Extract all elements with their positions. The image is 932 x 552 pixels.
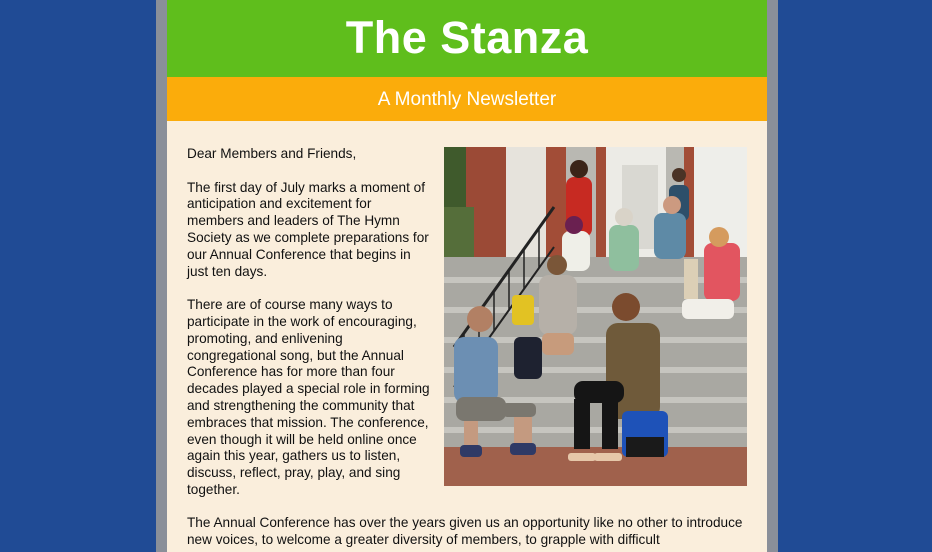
paragraph-3: The Annual Conference has over the years given us an opportunity like no other to introduce new voices, to welcome a greater diversity of members, to grapple with difficult bbox=[187, 515, 743, 547]
paragraph-2: There are of course many ways to participate in the work of encouraging, promoting, and enlivening congregational song, but the Annual Conference has for more than four decades played a special role in forming and strengthening the community that embraces that mission. The conference, even though it will be held online once again this year, gathers us to listen, discuss, reflect, pray, play, and sing together. bbox=[187, 297, 430, 497]
newsletter bbox=[167, 0, 767, 552]
letter-text-full-width bbox=[187, 515, 747, 549]
conference-photo bbox=[444, 147, 747, 486]
greeting: Dear Members and Friends, bbox=[187, 146, 357, 161]
masthead bbox=[167, 0, 767, 77]
newsletter-subtitle: A Monthly Newsletter bbox=[377, 88, 557, 110]
subtitle-bar bbox=[167, 77, 767, 121]
letter-text-column bbox=[187, 146, 431, 516]
newsletter-title: The Stanza bbox=[345, 12, 589, 63]
conference-photo-illustration bbox=[444, 147, 747, 486]
paragraph-1: The first day of July marks a moment of anticipation and excitement for members and leaders of The Hymn Society as we complete preparations for our Annual Conference that begins in just ten days. bbox=[187, 179, 429, 279]
